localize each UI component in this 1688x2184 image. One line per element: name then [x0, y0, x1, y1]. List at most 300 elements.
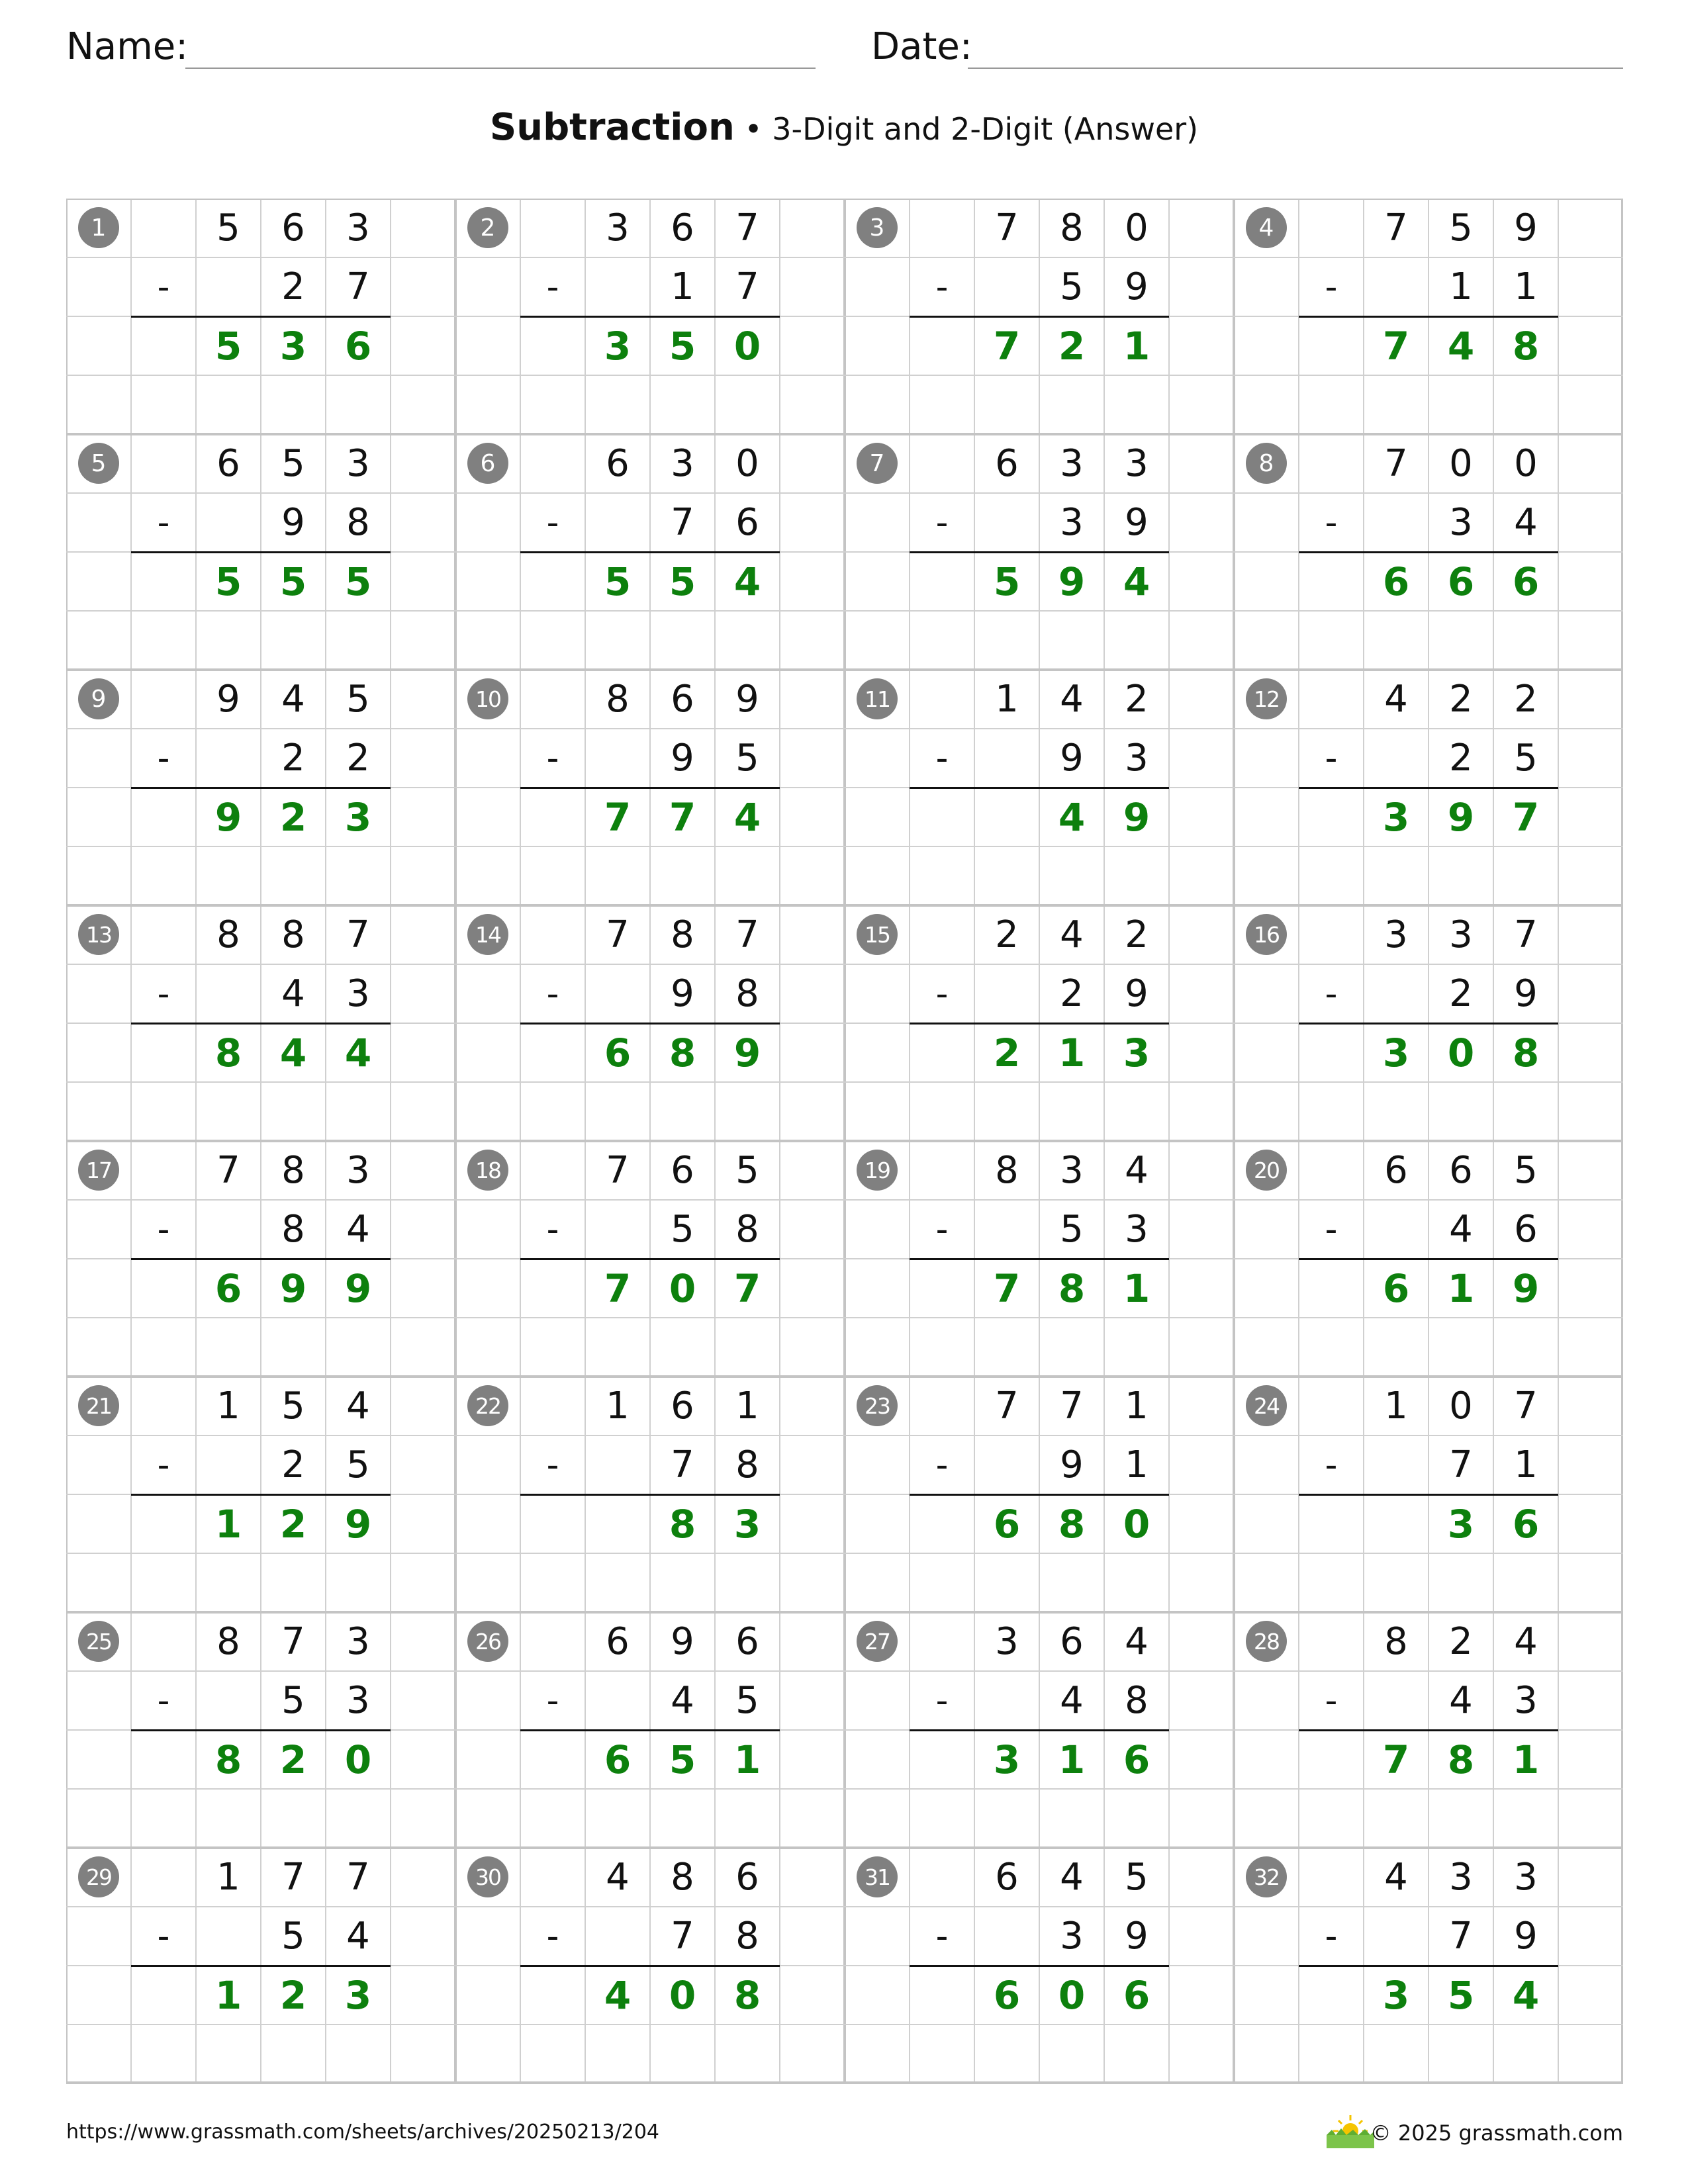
- problem-number-badge: 12: [1246, 678, 1287, 719]
- answer-digit: 6: [1382, 1265, 1410, 1311]
- problem-number-badge: 15: [857, 914, 898, 955]
- answer-digit: 3: [604, 323, 632, 369]
- answer-digit: 1: [1512, 1737, 1540, 1782]
- answer-digit: 6: [1382, 559, 1410, 604]
- answer-digit: 9: [279, 1265, 307, 1311]
- answer-digit: 0: [1447, 1030, 1475, 1075]
- minus-sign: -: [157, 738, 170, 778]
- minuend-digit: 1: [735, 1385, 759, 1428]
- answer-digit: 0: [733, 323, 761, 369]
- subtrahend-digit: 8: [735, 1443, 759, 1486]
- title-main: Subtraction: [489, 106, 735, 149]
- subtrahend-digit: 2: [1449, 737, 1473, 780]
- minus-sign: -: [546, 1209, 559, 1250]
- subtrahend-digit: 3: [1060, 501, 1084, 544]
- answer-digit: 5: [669, 559, 696, 604]
- answer-digit: 2: [1058, 323, 1086, 369]
- minuend-digit: 4: [1060, 678, 1084, 721]
- subtrahend-digit: 1: [1449, 265, 1473, 308]
- answer-digit: 0: [669, 1972, 696, 2018]
- answer-digit: 6: [1512, 559, 1540, 604]
- minuend-digit: 7: [735, 913, 759, 956]
- answer-digit: 3: [344, 794, 372, 840]
- problem-number-badge: 10: [467, 678, 508, 719]
- minuend-digit: 6: [1060, 1620, 1084, 1663]
- minus-sign: -: [1325, 1680, 1338, 1721]
- problem-number-badge: 28: [1246, 1621, 1287, 1662]
- minuend-digit: 7: [281, 1620, 305, 1663]
- answer-digit: 5: [344, 559, 372, 604]
- minuend-digit: 4: [281, 678, 305, 721]
- subtrahend-digit: 3: [1125, 1208, 1149, 1251]
- minus-sign: -: [157, 502, 170, 543]
- minus-sign: -: [157, 1916, 170, 1956]
- minuend-digit: 1: [216, 1856, 240, 1899]
- subtrahend-digit: 2: [1060, 972, 1084, 1015]
- subtrahend-digit: 5: [346, 1443, 370, 1486]
- subtrahend-digit: 7: [671, 1443, 694, 1486]
- answer-digit: 9: [1512, 1265, 1540, 1311]
- answer-digit: 4: [733, 559, 761, 604]
- subtrahend-digit: 9: [281, 501, 305, 544]
- subtrahend-digit: 6: [1514, 1208, 1538, 1251]
- minuend-digit: 3: [346, 1149, 370, 1192]
- minuend-digit: 2: [1125, 913, 1149, 956]
- subtrahend-digit: 7: [671, 1915, 694, 1958]
- problem-number-badge: 22: [467, 1385, 508, 1426]
- minuend-digit: 6: [671, 1385, 694, 1428]
- subtrahend-digit: 3: [346, 972, 370, 1015]
- minuend-digit: 8: [1384, 1620, 1408, 1663]
- answer-rule-line: [520, 1023, 780, 1024]
- minuend-digit: 4: [1125, 1620, 1149, 1663]
- minuend-digit: 1: [216, 1385, 240, 1428]
- problem-number-badge: 18: [467, 1150, 508, 1191]
- subtrahend-digit: 5: [1060, 265, 1084, 308]
- minuend-digit: 6: [1449, 1149, 1473, 1192]
- minuend-digit: 0: [1449, 1385, 1473, 1428]
- date-label: Date:: [871, 25, 972, 68]
- answer-digit: 1: [214, 1501, 242, 1547]
- subtrahend-digit: 3: [1060, 1915, 1084, 1958]
- answer-digit: 7: [604, 794, 632, 840]
- minuend-digit: 6: [735, 1620, 759, 1663]
- minuend-digit: 6: [995, 1856, 1019, 1899]
- minus-sign: -: [1325, 974, 1338, 1014]
- answer-digit: 7: [604, 1265, 632, 1311]
- minuend-digit: 3: [1449, 1856, 1473, 1899]
- subtrahend-digit: 9: [671, 737, 694, 780]
- answer-digit: 5: [1447, 1972, 1475, 2018]
- answer-rule-line: [520, 551, 780, 553]
- date-line[interactable]: [968, 68, 1623, 69]
- answer-rule-line: [910, 1494, 1169, 1496]
- minuend-digit: 5: [1125, 1856, 1149, 1899]
- answer-digit: 3: [993, 1737, 1021, 1782]
- minuend-digit: 8: [606, 678, 630, 721]
- minus-sign: -: [1325, 267, 1338, 307]
- minuend-digit: 7: [1514, 913, 1538, 956]
- minuend-digit: 2: [1449, 1620, 1473, 1663]
- answer-digit: 8: [214, 1737, 242, 1782]
- minuend-digit: 1: [995, 678, 1019, 721]
- minuend-digit: 2: [1125, 678, 1149, 721]
- answer-rule-line: [1299, 787, 1558, 789]
- subtrahend-digit: 3: [1514, 1679, 1538, 1722]
- subtrahend-digit: 3: [346, 1679, 370, 1722]
- answer-digit: 1: [1123, 323, 1150, 369]
- name-line[interactable]: [185, 68, 816, 69]
- problem-number-badge: 1: [78, 207, 119, 248]
- minuend-digit: 3: [995, 1620, 1019, 1663]
- answer-rule-line: [910, 551, 1169, 553]
- answer-digit: 5: [279, 559, 307, 604]
- answer-digit: 7: [1382, 323, 1410, 369]
- problem-number-badge: 8: [1246, 443, 1287, 484]
- minuend-digit: 3: [346, 206, 370, 250]
- answer-digit: 3: [279, 323, 307, 369]
- minuend-digit: 7: [1060, 1385, 1084, 1428]
- answer-digit: 3: [344, 1972, 372, 2018]
- minuend-digit: 9: [671, 1620, 694, 1663]
- minuend-digit: 3: [606, 206, 630, 250]
- minuend-digit: 5: [216, 206, 240, 250]
- minus-sign: -: [935, 738, 949, 778]
- subtrahend-digit: 2: [1449, 972, 1473, 1015]
- answer-rule-line: [910, 1023, 1169, 1024]
- subtrahend-digit: 4: [1060, 1679, 1084, 1722]
- minuend-digit: 0: [735, 442, 759, 485]
- answer-digit: 9: [344, 1265, 372, 1311]
- problem-number-badge: 29: [78, 1856, 119, 1897]
- minuend-digit: 5: [1514, 1149, 1538, 1192]
- minuend-digit: 8: [216, 1620, 240, 1663]
- subtrahend-digit: 9: [1514, 1915, 1538, 1958]
- minuend-digit: 7: [1514, 1385, 1538, 1428]
- minus-sign: -: [546, 738, 559, 778]
- answer-digit: 2: [279, 1972, 307, 2018]
- minuend-digit: 6: [216, 442, 240, 485]
- answer-digit: 6: [1512, 1501, 1540, 1547]
- answer-digit: 1: [1058, 1737, 1086, 1782]
- problem-number-badge: 17: [78, 1150, 119, 1191]
- minuend-digit: 3: [1060, 442, 1084, 485]
- minuend-digit: 7: [606, 913, 630, 956]
- minuend-digit: 8: [281, 1149, 305, 1192]
- minuend-digit: 8: [995, 1149, 1019, 1192]
- answer-rule-line: [1299, 1258, 1558, 1260]
- answer-digit: 8: [669, 1030, 696, 1075]
- subtrahend-digit: 8: [735, 1208, 759, 1251]
- minuend-digit: 6: [671, 678, 694, 721]
- answer-rule-line: [910, 316, 1169, 318]
- minuend-digit: 8: [281, 913, 305, 956]
- minus-sign: -: [157, 1209, 170, 1250]
- answer-digit: 0: [344, 1737, 372, 1782]
- minuend-digit: 6: [671, 1149, 694, 1192]
- answer-rule-line: [1299, 1965, 1558, 1967]
- answer-digit: 0: [1058, 1972, 1086, 2018]
- problem-number-badge: 32: [1246, 1856, 1287, 1897]
- problem-number-badge: 14: [467, 914, 508, 955]
- minus-sign: -: [935, 1445, 949, 1485]
- answer-digit: 9: [1447, 794, 1475, 840]
- subtrahend-digit: 7: [1449, 1915, 1473, 1958]
- answer-rule-line: [131, 1258, 391, 1260]
- answer-digit: 4: [279, 1030, 307, 1075]
- grass-sun-logo-icon: [1324, 2111, 1377, 2151]
- answer-rule-line: [131, 551, 391, 553]
- subtrahend-digit: 6: [735, 501, 759, 544]
- minus-sign: -: [157, 1680, 170, 1721]
- answer-digit: 2: [279, 794, 307, 840]
- minuend-digit: 3: [1384, 913, 1408, 956]
- minus-sign: -: [546, 1916, 559, 1956]
- minuend-digit: 2: [1449, 678, 1473, 721]
- subtrahend-digit: 1: [671, 265, 694, 308]
- subtrahend-digit: 9: [1125, 265, 1149, 308]
- subtrahend-digit: 9: [671, 972, 694, 1015]
- answer-digit: 7: [1512, 794, 1540, 840]
- subtrahend-digit: 4: [346, 1208, 370, 1251]
- answer-digit: 3: [1123, 1030, 1150, 1075]
- minus-sign: -: [546, 1445, 559, 1485]
- answer-rule-line: [1299, 1729, 1558, 1731]
- minuend-digit: 2: [995, 913, 1019, 956]
- minus-sign: -: [157, 267, 170, 307]
- minuend-digit: 7: [1384, 206, 1408, 250]
- answer-digit: 0: [1123, 1501, 1150, 1547]
- title-subtitle: • 3-Digit and 2-Digit (Answer): [734, 111, 1199, 147]
- subtrahend-digit: 1: [1514, 1443, 1538, 1486]
- minus-sign: -: [935, 1209, 949, 1250]
- problem-number-badge: 11: [857, 678, 898, 719]
- subtrahend-digit: 7: [671, 501, 694, 544]
- answer-rule-line: [131, 1023, 391, 1024]
- minus-sign: -: [546, 502, 559, 543]
- minuend-digit: 6: [606, 1620, 630, 1663]
- problem-number-badge: 20: [1246, 1150, 1287, 1191]
- minuend-digit: 8: [671, 1856, 694, 1899]
- answer-rule-line: [910, 1965, 1169, 1967]
- minuend-digit: 5: [281, 442, 305, 485]
- subtrahend-digit: 7: [1449, 1443, 1473, 1486]
- minus-sign: -: [1325, 502, 1338, 543]
- answer-rule-line: [1299, 316, 1558, 318]
- minus-sign: -: [1325, 1445, 1338, 1485]
- minuend-digit: 7: [606, 1149, 630, 1192]
- answer-digit: 4: [344, 1030, 372, 1075]
- answer-rule-line: [131, 1494, 391, 1496]
- subtrahend-digit: 4: [281, 972, 305, 1015]
- minuend-digit: 3: [1449, 913, 1473, 956]
- subtrahend-digit: 9: [1125, 972, 1149, 1015]
- minuend-digit: 0: [1449, 442, 1473, 485]
- answer-rule-line: [910, 787, 1169, 789]
- answer-digit: 1: [1447, 1265, 1475, 1311]
- minuend-digit: 4: [1384, 678, 1408, 721]
- minuend-digit: 8: [1060, 206, 1084, 250]
- problem-number-badge: 24: [1246, 1385, 1287, 1426]
- subtrahend-digit: 5: [281, 1915, 305, 1958]
- answer-rule-line: [520, 316, 780, 318]
- problem-number-badge: 2: [467, 207, 508, 248]
- minuend-digit: 5: [735, 1149, 759, 1192]
- minus-sign: -: [157, 974, 170, 1014]
- answer-rule-line: [131, 1729, 391, 1731]
- answer-digit: 5: [214, 559, 242, 604]
- minus-sign: -: [1325, 1916, 1338, 1956]
- answer-digit: 8: [1058, 1501, 1086, 1547]
- problem-number-badge: 19: [857, 1150, 898, 1191]
- answer-digit: 9: [1123, 794, 1150, 840]
- minuend-digit: 9: [216, 678, 240, 721]
- answer-digit: 3: [733, 1501, 761, 1547]
- answer-rule-line: [1299, 1494, 1558, 1496]
- minuend-digit: 7: [281, 1856, 305, 1899]
- subtrahend-digit: 7: [346, 265, 370, 308]
- minuend-digit: 5: [281, 1385, 305, 1428]
- minuend-digit: 3: [671, 442, 694, 485]
- subtrahend-digit: 5: [735, 1679, 759, 1722]
- minuend-digit: 7: [346, 1856, 370, 1899]
- minuend-digit: 9: [1514, 206, 1538, 250]
- subtrahend-digit: 4: [1514, 501, 1538, 544]
- minuend-digit: 0: [1514, 442, 1538, 485]
- minuend-digit: 3: [1514, 1856, 1538, 1899]
- answer-digit: 9: [1058, 559, 1086, 604]
- footer-url[interactable]: https://www.grassmath.com/sheets/archives/20250213/204: [66, 2120, 660, 2144]
- answer-digit: 5: [669, 1737, 696, 1782]
- page-title: [0, 106, 1688, 149]
- answer-digit: 6: [993, 1972, 1021, 2018]
- subtrahend-digit: 2: [281, 265, 305, 308]
- answer-digit: 4: [1512, 1972, 1540, 2018]
- problem-number-badge: 16: [1246, 914, 1287, 955]
- answer-digit: 8: [1512, 323, 1540, 369]
- answer-digit: 2: [993, 1030, 1021, 1075]
- minuend-digit: 3: [346, 442, 370, 485]
- answer-digit: 7: [1382, 1737, 1410, 1782]
- answer-rule-line: [131, 316, 391, 318]
- subtrahend-digit: 5: [735, 737, 759, 780]
- answer-digit: 4: [1058, 794, 1086, 840]
- answer-rule-line: [520, 787, 780, 789]
- minus-sign: -: [546, 974, 559, 1014]
- answer-digit: 1: [214, 1972, 242, 2018]
- answer-digit: 8: [669, 1501, 696, 1547]
- minuend-digit: 3: [1125, 442, 1149, 485]
- answer-digit: 8: [1058, 1265, 1086, 1311]
- minuend-digit: 7: [1384, 442, 1408, 485]
- problem-number-badge: 27: [857, 1621, 898, 1662]
- problem-number-badge: 26: [467, 1621, 508, 1662]
- answer-digit: 8: [733, 1972, 761, 2018]
- minuend-digit: 6: [671, 206, 694, 250]
- footer-copyright: © 2025 grassmath.com: [1370, 2120, 1623, 2146]
- minuend-digit: 6: [281, 206, 305, 250]
- answer-digit: 1: [733, 1737, 761, 1782]
- subtrahend-digit: 5: [1514, 737, 1538, 780]
- minuend-digit: 7: [735, 206, 759, 250]
- minuend-digit: 1: [606, 1385, 630, 1428]
- answer-rule-line: [131, 1965, 391, 1967]
- answer-digit: 5: [604, 559, 632, 604]
- minuend-digit: 4: [606, 1856, 630, 1899]
- minuend-digit: 9: [735, 678, 759, 721]
- subtrahend-digit: 2: [281, 1443, 305, 1486]
- answer-digit: 6: [1447, 559, 1475, 604]
- minuend-digit: 6: [735, 1856, 759, 1899]
- subtrahend-digit: 9: [1125, 1915, 1149, 1958]
- answer-digit: 6: [993, 1501, 1021, 1547]
- minus-sign: -: [1325, 738, 1338, 778]
- answer-digit: 0: [669, 1265, 696, 1311]
- minus-sign: -: [935, 974, 949, 1014]
- answer-digit: 6: [604, 1030, 632, 1075]
- minuend-digit: 4: [346, 1385, 370, 1428]
- minus-sign: -: [1325, 1209, 1338, 1250]
- answer-rule-line: [520, 1729, 780, 1731]
- subtrahend-digit: 4: [671, 1679, 694, 1722]
- problem-number-badge: 6: [467, 443, 508, 484]
- subtrahend-digit: 4: [1449, 1679, 1473, 1722]
- worksheet-grid: [66, 199, 1623, 2085]
- minus-sign: -: [546, 1680, 559, 1721]
- problem-number-badge: 13: [78, 914, 119, 955]
- minuend-digit: 2: [1514, 678, 1538, 721]
- answer-rule-line: [520, 1494, 780, 1496]
- subtrahend-digit: 5: [671, 1208, 694, 1251]
- subtrahend-digit: 3: [1449, 501, 1473, 544]
- subtrahend-digit: 9: [1060, 737, 1084, 780]
- answer-digit: 5: [993, 559, 1021, 604]
- answer-rule-line: [131, 787, 391, 789]
- answer-digit: 4: [733, 794, 761, 840]
- minuend-digit: 7: [995, 1385, 1019, 1428]
- subtrahend-digit: 3: [1125, 737, 1149, 780]
- problem-number-badge: 4: [1246, 207, 1287, 248]
- problem-number-badge: 7: [857, 443, 898, 484]
- minus-sign: -: [546, 267, 559, 307]
- subtrahend-digit: 2: [346, 737, 370, 780]
- problem-number-badge: 21: [78, 1385, 119, 1426]
- minuend-digit: 6: [606, 442, 630, 485]
- subtrahend-digit: 8: [735, 1915, 759, 1958]
- minuend-digit: 5: [1449, 206, 1473, 250]
- answer-digit: 9: [344, 1501, 372, 1547]
- subtrahend-digit: 1: [1125, 1443, 1149, 1486]
- problem-number-badge: 30: [467, 1856, 508, 1897]
- answer-digit: 7: [669, 794, 696, 840]
- answer-digit: 3: [1382, 1030, 1410, 1075]
- minuend-digit: 3: [1060, 1149, 1084, 1192]
- minuend-digit: 8: [216, 913, 240, 956]
- answer-digit: 8: [214, 1030, 242, 1075]
- answer-digit: 6: [344, 323, 372, 369]
- subtrahend-digit: 8: [735, 972, 759, 1015]
- answer-rule-line: [910, 1258, 1169, 1260]
- answer-digit: 8: [1512, 1030, 1540, 1075]
- answer-digit: 3: [1382, 794, 1410, 840]
- subtrahend-digit: 4: [346, 1915, 370, 1958]
- name-label: Name:: [66, 25, 189, 68]
- minus-sign: -: [935, 502, 949, 543]
- minuend-digit: 4: [1514, 1620, 1538, 1663]
- minuend-digit: 1: [1125, 1385, 1149, 1428]
- answer-digit: 6: [604, 1737, 632, 1782]
- minuend-digit: 6: [995, 442, 1019, 485]
